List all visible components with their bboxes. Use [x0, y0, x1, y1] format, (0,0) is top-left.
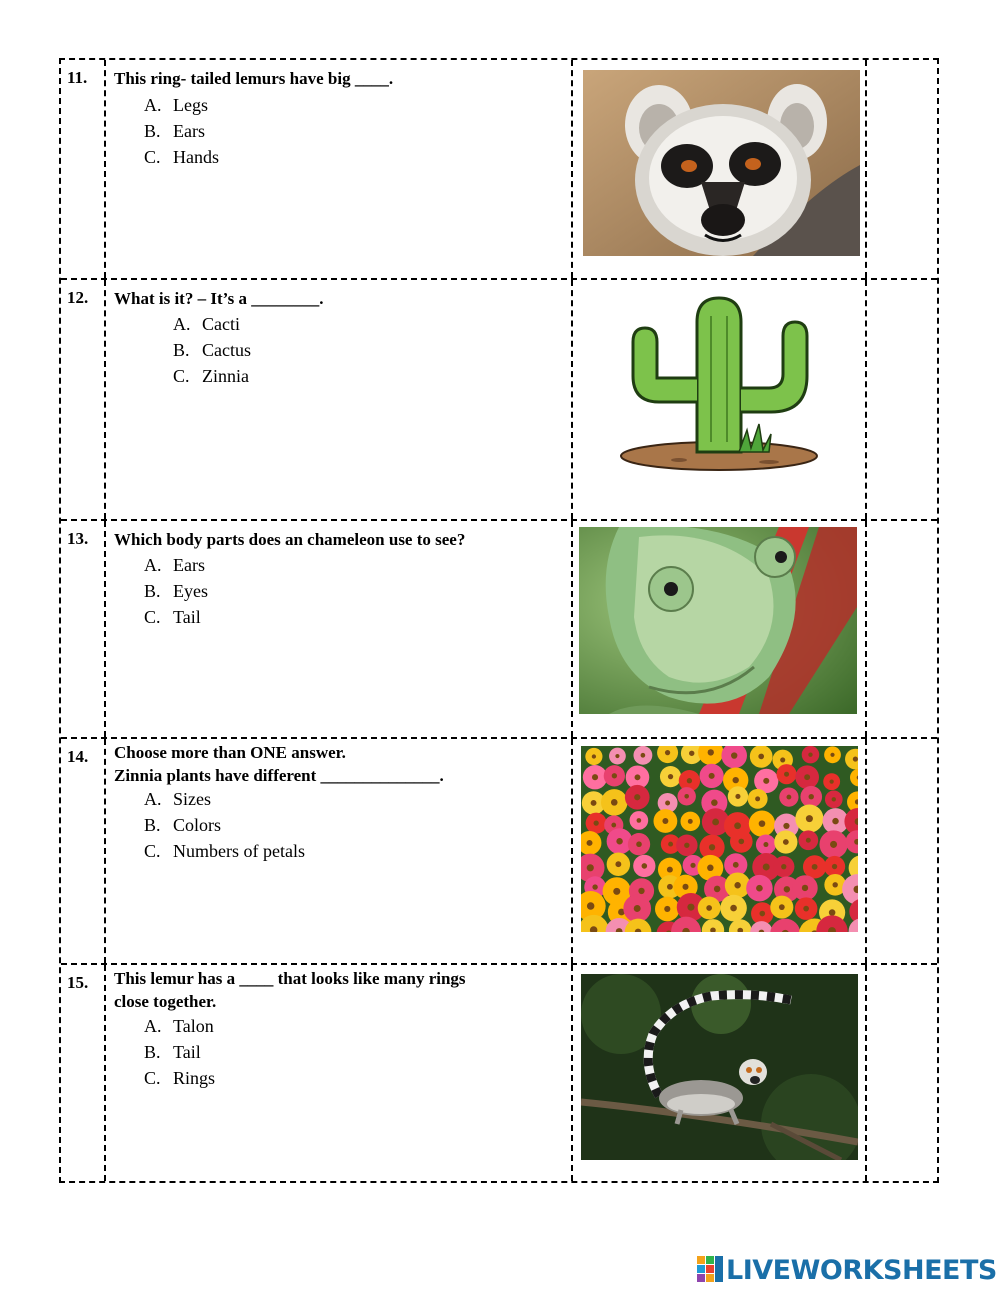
image-cell — [573, 60, 867, 278]
option-letter: C. — [173, 366, 190, 386]
question-row-13 — [61, 521, 937, 739]
chameleon-image — [579, 527, 857, 714]
image-cell — [573, 965, 867, 1181]
question-cell — [106, 60, 573, 278]
option-letter: B. — [144, 815, 161, 835]
question-number: 15. — [67, 973, 89, 992]
question-stem — [114, 741, 564, 787]
option-letter: B. — [144, 581, 161, 601]
answer-option-a[interactable] — [173, 311, 251, 337]
answer-box[interactable] — [867, 965, 937, 1181]
option-text: Legs — [173, 95, 208, 115]
answer-option-b[interactable] — [144, 578, 208, 604]
cactus-image — [619, 292, 823, 474]
lemur-tail-image — [581, 974, 858, 1160]
answer-option-c[interactable] — [144, 144, 219, 170]
answer-option-c[interactable] — [144, 604, 208, 630]
option-text: Cactus — [202, 340, 251, 360]
option-text: Cacti — [202, 314, 240, 334]
option-text: Sizes — [173, 789, 211, 809]
option-letter: B. — [144, 1042, 161, 1062]
option-letter: B. — [173, 340, 190, 360]
answer-option-a[interactable] — [144, 92, 219, 118]
question-cell — [106, 739, 573, 963]
image-cell — [573, 739, 867, 963]
question-number-cell — [61, 965, 106, 1181]
question-stem — [114, 967, 564, 1013]
option-letter: C. — [144, 1068, 161, 1088]
answer-options — [144, 552, 208, 630]
image-cell — [573, 280, 867, 519]
question-stem-line: Choose more than ONE answer. — [114, 743, 346, 762]
question-number: 14. — [67, 747, 89, 766]
option-text: Hands — [173, 147, 219, 167]
liveworksheets-logo — [697, 1255, 997, 1285]
question-row-14 — [61, 739, 937, 965]
answer-option-a[interactable] — [144, 552, 208, 578]
option-letter: A. — [144, 1016, 162, 1036]
question-stem: Which body parts does an chameleon use to see? — [114, 530, 466, 549]
option-letter: A. — [144, 789, 162, 809]
question-stem-line: close together. — [114, 992, 217, 1011]
answer-option-b[interactable] — [173, 337, 251, 363]
question-number: 11. — [67, 68, 88, 87]
option-letter: A. — [173, 314, 191, 334]
question-number-cell — [61, 521, 106, 737]
question-row-15 — [61, 965, 937, 1181]
liveworksheets-logo-icon — [697, 1256, 723, 1284]
answer-box[interactable] — [867, 739, 937, 963]
answer-option-a[interactable] — [144, 1013, 215, 1039]
option-text: Zinnia — [202, 366, 249, 386]
worksheet-table — [59, 58, 939, 1183]
option-text: Eyes — [173, 581, 208, 601]
answer-options — [173, 311, 251, 389]
question-cell — [106, 280, 573, 519]
option-text: Colors — [173, 815, 222, 835]
answer-option-c[interactable] — [144, 1065, 215, 1091]
question-number: 12. — [67, 288, 89, 307]
question-row-12 — [61, 280, 937, 521]
option-text: Ears — [173, 121, 205, 141]
answer-box[interactable] — [867, 280, 937, 519]
option-letter: A. — [144, 95, 162, 115]
question-stem-line: Zinnia plants have different ______________. — [114, 766, 444, 785]
question-stem: What is it? – It’s a ________. — [114, 289, 324, 308]
option-letter: C. — [144, 147, 161, 167]
question-cell — [106, 965, 573, 1181]
answer-option-b[interactable] — [144, 118, 219, 144]
option-text: Talon — [173, 1016, 214, 1036]
image-cell — [573, 521, 867, 737]
option-text: Numbers of petals — [173, 841, 305, 861]
question-number-cell — [61, 739, 106, 963]
question-stem-line: This lemur has a ____ that looks like many rings — [114, 969, 466, 988]
zinnia-flowers-image — [581, 746, 858, 932]
question-number-cell — [61, 280, 106, 519]
answer-option-c[interactable] — [173, 363, 251, 389]
answer-box[interactable] — [867, 60, 937, 278]
answer-options — [144, 92, 219, 170]
answer-box[interactable] — [867, 521, 937, 737]
option-letter: C. — [144, 607, 161, 627]
option-letter: B. — [144, 121, 161, 141]
answer-option-c[interactable] — [144, 838, 305, 864]
option-text: Tail — [173, 607, 201, 627]
option-text: Rings — [173, 1068, 216, 1088]
option-letter: A. — [144, 555, 162, 575]
option-text: Ears — [173, 555, 205, 575]
option-text: Tail — [173, 1042, 201, 1062]
answer-option-a[interactable] — [144, 786, 305, 812]
lemur-face-image — [583, 70, 860, 256]
question-row-11 — [61, 60, 937, 280]
answer-option-b[interactable] — [144, 1039, 215, 1065]
question-number-cell — [61, 60, 106, 278]
question-cell — [106, 521, 573, 737]
answer-options — [144, 1013, 215, 1091]
logo-text: LIVEWORKSHEETS — [726, 1254, 997, 1286]
answer-option-b[interactable] — [144, 812, 305, 838]
answer-options — [144, 786, 305, 864]
question-stem: This ring- tailed lemurs have big ____. — [114, 69, 394, 88]
question-number: 13. — [67, 529, 89, 548]
option-letter: C. — [144, 841, 161, 861]
